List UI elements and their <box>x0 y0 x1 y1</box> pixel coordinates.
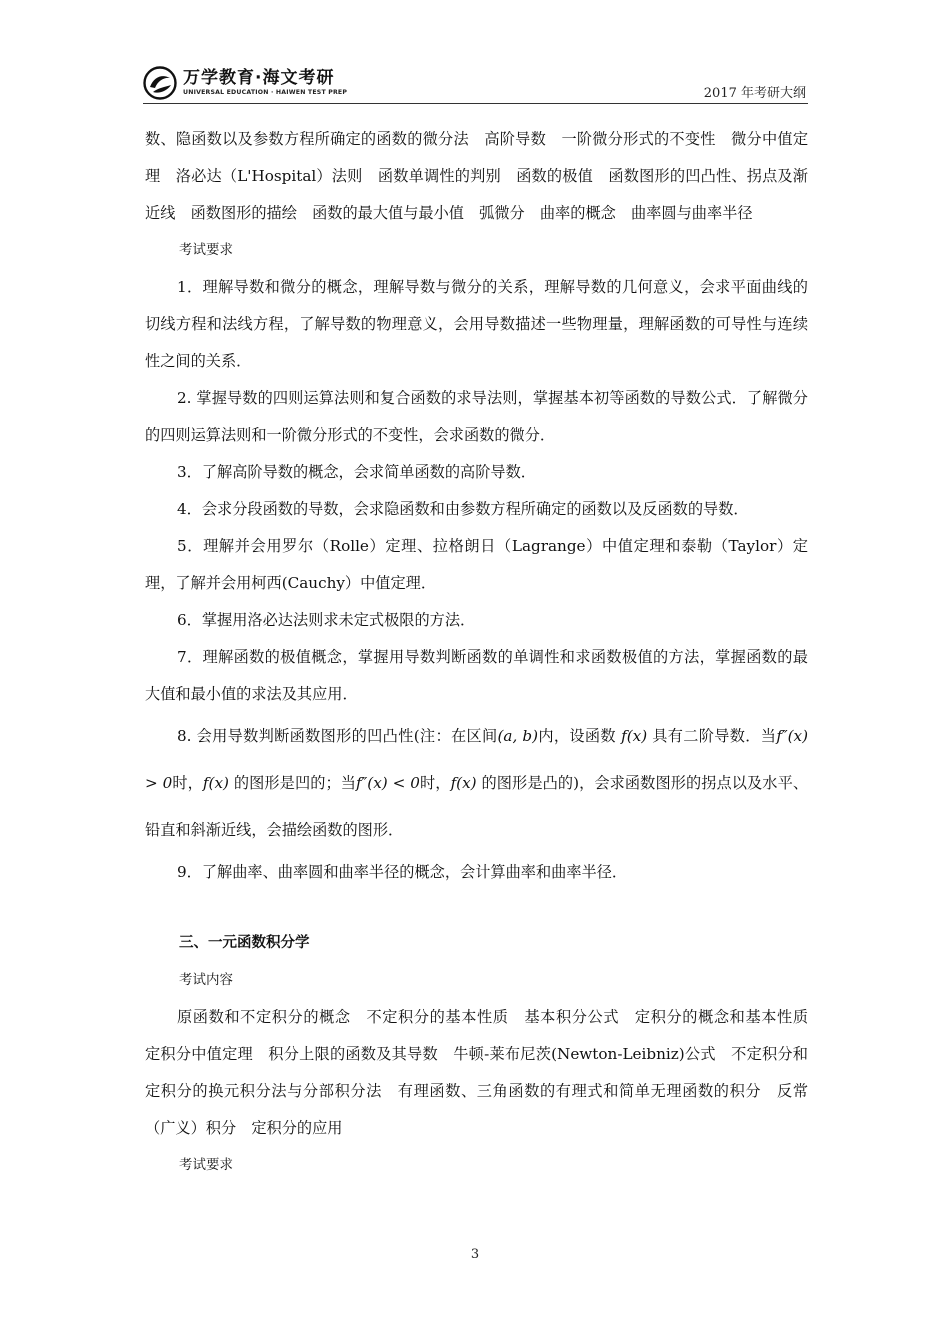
item8-text-g: 的图形是凸的)，会求函数图形的拐点以及水平、铅直和斜渐近线，会描绘函数的图形． <box>145 774 809 839</box>
requirement-item-9: 9．了解曲率、曲率圆和曲率半径的概念，会计算曲率和曲率半径． <box>177 863 628 881</box>
page-number: 3 <box>470 1247 480 1262</box>
exam-content-label: 考试内容 <box>179 972 233 988</box>
requirement-item-6: 6．掌握用洛必达法则求未定式极限的方法． <box>177 611 476 629</box>
header-divider <box>143 103 808 104</box>
item8-function-2: f(x) <box>202 774 229 792</box>
section-content-paragraph: 原函数和不定积分的概念 不定积分的基本性质 基本积分公式 定积分的概念和基本性质 定积分中值定理 积分上限的函数及其导数 牛顿-莱布尼茨(Newton-Leibniz)公式 不定积分和定积分的换元积分法与分部积分法 有理函数、三角函数的有理式和简单无理函数的积分 反常（广义）积分 定积分的应用 <box>145 1008 824 1137</box>
requirement-item-5: 5．理解并会用罗尔（Rolle）定理、拉格朗日（Lagrange）中值定理和泰勒（Taylor）定理，了解并会用柯西(Cauchy）中值定理． <box>145 537 808 592</box>
item8-interval: (a, b) <box>497 727 539 745</box>
requirement-item-8 <box>145 713 808 854</box>
document-body <box>145 121 824 1184</box>
exam-requirements-label-2: 考试要求 <box>179 1157 233 1173</box>
item8-condition-convex: f″(x) < 0 <box>356 774 420 792</box>
item8-condition-concave: f″(x) > 0 <box>145 727 809 792</box>
brand-logo <box>143 66 347 100</box>
intro-paragraph: 数、隐函数以及参数方程所确定的函数的微分法 高阶导数 一阶微分形式的不变性 微分中值定理 洛必达（L'Hospital）法则 函数单调性的判别 函数的极值 函数图形的凹凸性、拐点及渐近线 函数图形的描绘 函数的最大值与最小值 弧微分 曲率的概念 曲率圆与曲率半径 <box>145 130 808 222</box>
item8-text-a: 8. 会用导数判断函数图形的凹凸性(注：在区间 <box>177 727 498 745</box>
item8-text-f: 时， <box>419 774 451 792</box>
requirement-item-2: 2. 掌握导数的四则运算法则和复合函数的求导法则，掌握基本初等函数的导数公式．了解微分的四则运算法则和一阶微分形式的不变性，会求函数的微分． <box>145 389 808 444</box>
item8-text-e: 的图形是凹的；当 <box>233 774 357 792</box>
page-header <box>143 62 808 102</box>
header-document-title: 2017 年考研大纲 <box>703 86 806 101</box>
logo-emblem-icon <box>143 66 177 100</box>
logo-english-name: UNIVERSAL EDUCATION · HAIWEN TEST PREP <box>183 89 348 96</box>
item8-text-b: 内，设函数 <box>538 727 616 745</box>
section-title: 三、一元函数积分学 <box>179 935 310 951</box>
requirement-item-3: 3．了解高阶导数的概念，会求简单函数的高阶导数． <box>177 463 536 481</box>
item8-function-3: f(x) <box>450 774 477 792</box>
requirement-item-1: 1．理解导数和微分的概念，理解导数与微分的关系，理解导数的几何意义，会求平面曲线的切线方程和法线方程，了解导数的物理意义，会用导数描述一些物理量，理解函数的可导性与连续性之间的关系． <box>145 278 808 370</box>
requirement-item-4: 4．会求分段函数的导数，会求隐函数和由参数方程所确定的函数以及反函数的导数． <box>177 500 749 518</box>
item8-function: f(x) <box>621 727 648 745</box>
item8-text-d: 时， <box>172 774 203 792</box>
exam-requirements-label: 考试要求 <box>179 242 233 258</box>
logo-chinese-name: 万学教育·海文考研 <box>183 68 335 88</box>
item8-text-c: 具有二阶导数．当 <box>652 727 777 745</box>
requirement-item-7: 7．理解函数的极值概念，掌握用导数判断函数的单调性和求函数极值的方法，掌握函数的最大值和最小值的求法及其应用． <box>145 648 808 703</box>
